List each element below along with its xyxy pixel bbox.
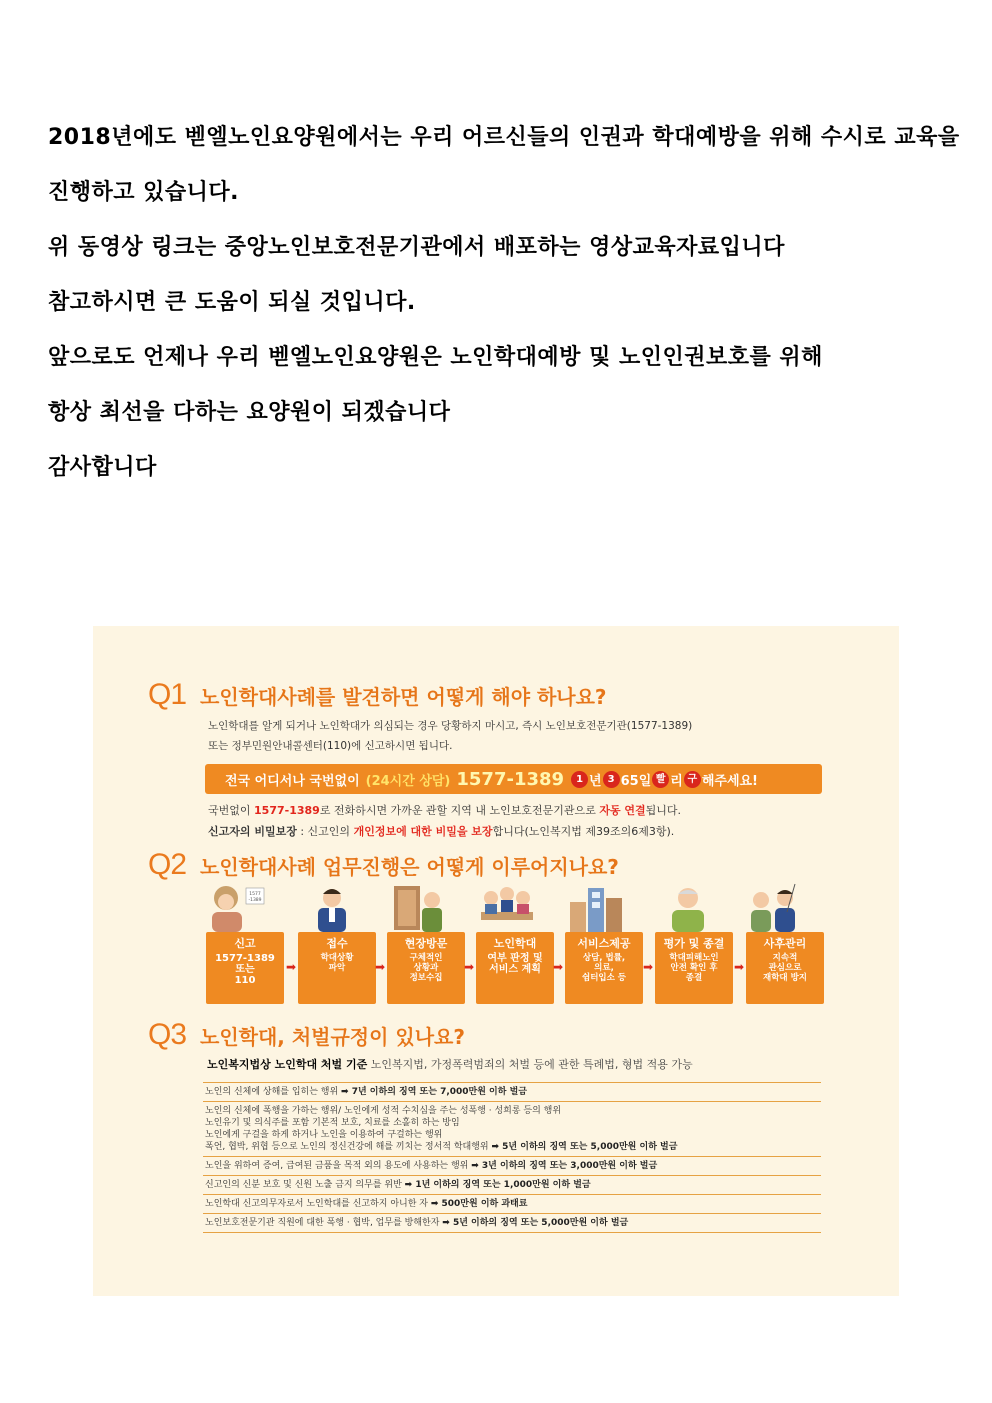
note-number: 1577-1389	[254, 804, 320, 817]
penalty-value: ➡ 500만원 이하 과태료	[430, 1199, 528, 1209]
phone-number-tag: -1389	[248, 898, 262, 903]
note-text: 됩니다.	[645, 804, 682, 817]
intro-line: 위 동영상 링크는 중앙노인보호전문기관에서 배포하는 영상교육자료입니다	[48, 235, 785, 260]
step-desc: 학대피해노인 안전 확인 후 종결	[669, 953, 719, 983]
step-report	[206, 932, 284, 1004]
penalty-value: ➡ 3년 이하의 징역 또는 3,000만원 이하 벌금	[471, 1161, 658, 1171]
q1-heading	[148, 678, 607, 712]
step-desc: 학대상황 파악	[320, 953, 354, 973]
intro-line: 2018년에도 벧엘노인요양원에서는 우리 어르신들의 인권과 학대예방을 위해 수시로 교육을	[48, 125, 960, 150]
note-highlight: 자동 연결	[599, 804, 646, 817]
elderly-man-icon	[658, 882, 718, 932]
step-evaluation	[655, 932, 733, 1004]
note-text: 합니다(노인복지법 제39조의6제3항).	[492, 825, 675, 838]
step-follow-up	[746, 932, 824, 1004]
note-highlight: 개인정보에 대한 비밀을 보장	[353, 825, 493, 838]
penalty-act: 노인학대 신고의무자로서 노인학대를 신고하지 아니한 자	[205, 1199, 428, 1209]
caller-woman-icon	[206, 882, 266, 932]
penalty-act: 신고인의 신분 보호 및 신원 노출 금지 의무를 위반	[205, 1180, 402, 1190]
penalty-value: ➡ 7년 이하의 징역 또는 7,000만원 이하 벌금	[341, 1087, 527, 1097]
intro-line: 감사합니다	[48, 455, 157, 480]
arrow-icon: ➡	[375, 960, 386, 974]
q2-number: Q2	[148, 848, 187, 881]
site-visit-icon	[388, 882, 448, 932]
arrow-icon: ➡	[553, 960, 564, 974]
step-title: 신고	[234, 937, 256, 950]
penalty-row	[203, 1213, 821, 1233]
intro-line: 참고하시면 큰 도움이 되실 것입니다.	[48, 290, 416, 315]
step-desc: 상담, 법률, 의료, 쉼터입소 등	[581, 953, 626, 983]
q2-heading	[148, 848, 619, 882]
banner-hours: (24시간 상담)	[365, 773, 451, 789]
circle-badge: 1	[571, 771, 588, 788]
abuse-prevention-poster	[93, 626, 899, 1296]
step-services	[565, 932, 643, 1004]
intro-line: 진행하고 있습니다.	[48, 180, 240, 205]
step-assessment	[476, 932, 554, 1004]
q1-note2	[208, 823, 674, 839]
circle-badge: 구	[684, 771, 701, 788]
penalty-header-text: 노인복지법, 가정폭력범죄의 처벌 등에 관한 특례법, 형법 적용 가능	[370, 1058, 693, 1071]
circle-badge: 빨	[652, 771, 669, 788]
penalty-row	[203, 1156, 821, 1175]
services-building-icon	[566, 882, 626, 932]
q1-title: 노인학대사례를 발견하면 어떻게 해야 하나요?	[200, 685, 607, 709]
q2-title: 노인학대사례 업무진행은 어떻게 이루어지나요?	[200, 855, 619, 879]
step-desc: 지속적 관심으로 재학대 방지	[762, 953, 807, 983]
penalty-act: 노인을 위하여 증여, 급여된 금품을 목적 외의 용도에 사용하는 행위	[205, 1161, 469, 1171]
note-text: 국번없이	[208, 804, 251, 817]
penalty-header	[207, 1056, 693, 1072]
follow-up-care-icon	[743, 882, 803, 932]
arrow-icon: ➡	[464, 960, 475, 974]
step-title: 서비스제공	[577, 937, 631, 950]
penalty-value: ➡ 5년 이하의 징역 또는 5,000만원 이하 벌금	[442, 1218, 629, 1228]
intro-line: 앞으로도 언제나 우리 벧엘노인요양원은 노인학대예방 및 노인인권보호를 위해	[48, 345, 823, 370]
step-desc: 1577-1389 또는 110	[215, 953, 275, 986]
step-title: 평가 및 종결	[663, 937, 725, 950]
step-title: 사후관리	[763, 937, 807, 950]
banner-text: 년	[589, 773, 602, 789]
penalty-table	[203, 1082, 821, 1233]
banner-text: 65일	[620, 773, 652, 789]
arrow-icon: ➡	[734, 960, 745, 974]
intro-line: 항상 최선을 다하는 요양원이 되겠습니다	[48, 400, 451, 425]
penalty-row	[203, 1194, 821, 1213]
penalty-row	[203, 1101, 821, 1156]
step-title: 현장방문	[404, 937, 448, 950]
step-title: 노인학대	[493, 937, 537, 950]
q1-number: Q1	[148, 678, 187, 711]
penalty-value: ➡ 5년 이하의 징역 또는 5,000만원 이하 벌금	[491, 1142, 678, 1152]
penalty-header-bold: 노인복지법상 노인학대 처벌 기준	[207, 1058, 368, 1071]
step-title: 접수	[326, 937, 348, 950]
q1-note1	[208, 802, 681, 818]
note-text: 로 전화하시면 가까운 관할 지역 내 노인보호전문기관으로	[319, 804, 596, 817]
penalty-value: ➡ 1년 이하의 징역 또는 1,000만원 이하 벌금	[404, 1180, 591, 1190]
intro-text	[48, 120, 960, 505]
phone-number-tag: 1577	[249, 892, 261, 897]
q1-line1: 노인학대를 알게 되거나 노인학대가 의심되는 경우 당황하지 마시고, 즉시 노인보호전문기관(1577-1389)	[208, 720, 693, 732]
q3-heading	[148, 1018, 465, 1052]
banner-pre: 전국 어디서나 국번없이	[225, 773, 360, 789]
q1-line2: 또는 정부민원안내콜센터(110)에 신고하시면 됩니다.	[208, 740, 453, 752]
step-desc: 구체적인 상황과 정보수집	[409, 953, 443, 983]
receptionist-icon	[302, 882, 362, 932]
step-intake	[298, 932, 376, 1004]
penalty-act: 노인의 신체에 상해를 입히는 행위	[205, 1087, 339, 1097]
step-desc: 여부 판정 및 서비스 계획	[487, 953, 543, 975]
penalty-act: 노인의 신체에 폭행을 가하는 행위/ 노인에게 성적 수치심을 주는 성폭행 · 성희롱 등의 행위 노인유기 및 의식주를 포함 기본적 보호, 치료를 소홀히 하는 방임 노인에게 구걸을 하게 하거나 노인을 이용하여 구걸하는 행위 폭언, 협박, 위협 등으로 노인의 정신건강에 해를 끼치는 정서적 학대행위	[205, 1106, 562, 1152]
banner-text: 리	[670, 773, 683, 789]
step-site-visit	[387, 932, 465, 1004]
note-bold: 신고자의 비밀보장	[208, 825, 297, 838]
meeting-icon	[477, 882, 537, 932]
arrow-icon: ➡	[643, 960, 654, 974]
hotline-number: 1577-1389	[456, 768, 565, 790]
note-text: : 신고인의	[300, 825, 351, 838]
hotline-banner	[205, 764, 822, 794]
banner-text: 해주세요!	[701, 773, 758, 789]
q3-title: 노인학대, 처벌규정이 있나요?	[200, 1025, 465, 1049]
arrow-icon: ➡	[286, 960, 297, 974]
penalty-row	[203, 1175, 821, 1194]
q3-number: Q3	[148, 1018, 187, 1051]
penalty-row	[203, 1082, 821, 1101]
circle-badge: 3	[603, 771, 620, 788]
penalty-act: 노인보호전문기관 직원에 대한 폭행 · 협박, 업무를 방해한자	[205, 1218, 440, 1228]
